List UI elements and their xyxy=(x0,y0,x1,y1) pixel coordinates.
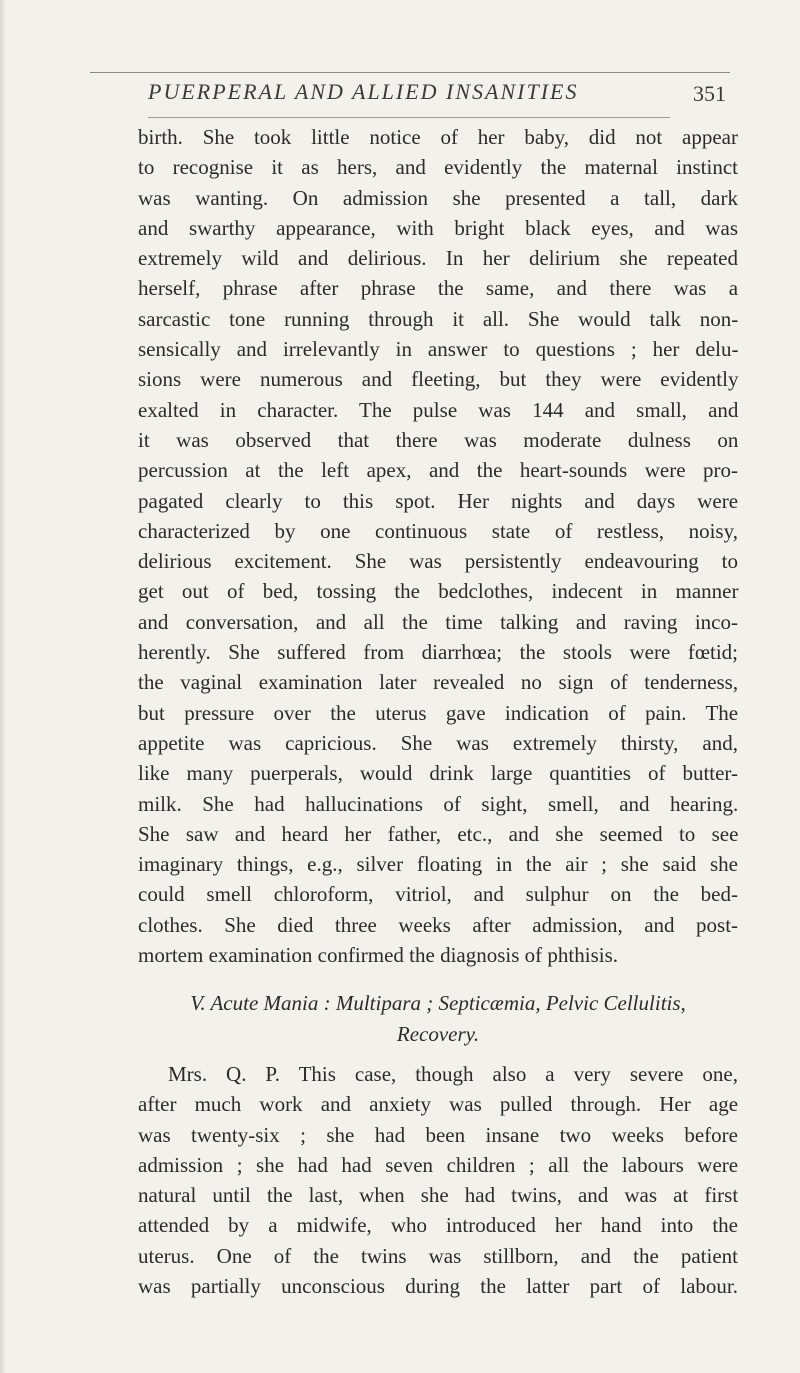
text-line: herself, phrase after phrase the same, and there was a xyxy=(138,276,739,301)
text-line: uterus. One of the twins was stillborn, and the patient xyxy=(138,1243,738,1268)
page-body xyxy=(138,122,738,1301)
text-line: after much work and anxiety was pulled through. Her age xyxy=(138,1092,739,1117)
text-line: herently. She suffered from diarrhœa; the stools were fœtid; xyxy=(138,640,738,665)
text-line: clothes. She died three weeks after admission, and post- xyxy=(138,912,739,937)
section-heading-line: Recovery. xyxy=(396,1021,480,1046)
text-line: mortem examination confirmed the diagnosis of phthisis. xyxy=(138,943,618,968)
text-line: it was observed that there was moderate dulness on xyxy=(138,427,739,452)
text-line: but pressure over the uterus gave indication of pain. The xyxy=(138,700,739,725)
text-line: was twenty-six ; she had been insane two weeks before xyxy=(138,1122,738,1147)
text-line: could smell chloroform, vitriol, and sulphur on the bed- xyxy=(138,882,738,907)
text-line: delirious excitement. She was persistently endeavouring to xyxy=(138,549,738,574)
text-line: percussion at the left apex, and the heart-sounds were pro- xyxy=(138,458,738,483)
text-line: and conversation, and all the time talking and raving inco- xyxy=(138,609,738,634)
text-line: milk. She had hallucinations of sight, smell, and hearing. xyxy=(138,791,739,816)
text-line: to recognise it as hers, and evidently the maternal instinct xyxy=(138,155,738,180)
text-line: like many puerperals, would drink large quantities of butter- xyxy=(138,761,738,786)
text-line: sensically and irrelevantly in answer to questions ; her delu- xyxy=(138,337,739,362)
text-line: Mrs. Q. P. This case, though also a very severe one, xyxy=(168,1061,738,1086)
text-line: was wanting. On admission she presented a tall, dark xyxy=(138,185,738,210)
paragraph-case-iv-continued xyxy=(138,122,738,970)
page-number: 351 xyxy=(693,81,726,106)
section-heading xyxy=(138,988,738,1049)
text-line: the vaginal examination later revealed no sign of tenderness, xyxy=(138,670,739,695)
text-line: pagated clearly to this spot. Her nights and days were xyxy=(138,488,739,513)
text-line: sarcastic tone running through it all. She would talk non- xyxy=(138,306,739,331)
text-line: extremely wild and delirious. In her delirium she repeated xyxy=(138,246,738,271)
text-line: sions were numerous and fleeting, but they were evidently xyxy=(138,367,739,392)
text-line: exalted in character. The pulse was 144 and small, and xyxy=(138,397,739,422)
text-line: She saw and heard her father, etc., and she seemed to see xyxy=(138,821,739,846)
text-line: and swarthy appearance, with bright black eyes, and was xyxy=(138,215,739,240)
paragraph-case-v xyxy=(138,1059,738,1301)
text-line: attended by a midwife, who introduced her hand into the xyxy=(138,1213,738,1238)
text-line: get out of bed, tossing the bedclothes, indecent in manner xyxy=(138,579,739,604)
running-title: PUERPERAL AND ALLIED INSANITIES xyxy=(148,79,579,104)
text-line: admission ; she had had seven children ; all the labours were xyxy=(138,1152,739,1177)
text-line: was partially unconscious during the latter part of labour. xyxy=(138,1273,738,1298)
text-line: appetite was capricious. She was extremely thirsty, and, xyxy=(138,730,738,755)
header-rule xyxy=(148,117,670,118)
page-header xyxy=(90,72,730,113)
text-line: imaginary things, e.g., silver floating in the air ; she said she xyxy=(138,852,738,877)
text-line: birth. She took little notice of her baby, did not appear xyxy=(138,125,738,149)
text-line: natural until the last, when she had twins, and was at first xyxy=(138,1183,739,1208)
text-line: characterized by one continuous state of restless, noisy, xyxy=(138,518,738,543)
section-heading-line: V. Acute Mania : Multipara ; Septicæmia, Pelvic Cellulitis, xyxy=(190,991,686,1016)
page-edge-shadow xyxy=(0,0,6,1373)
